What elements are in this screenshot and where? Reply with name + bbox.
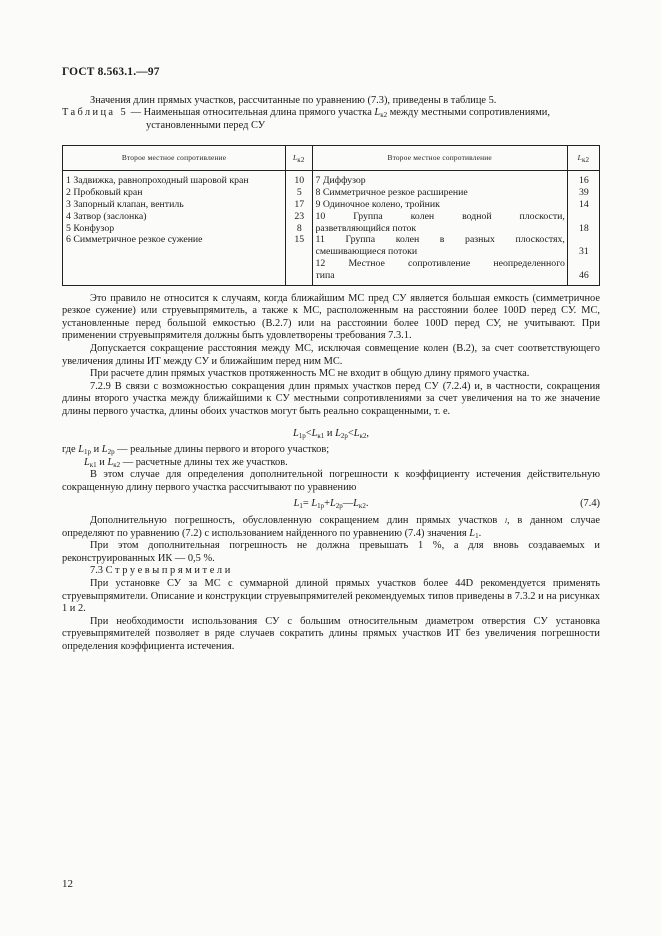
document-page [62, 66, 600, 654]
document-header: ГОСТ 8.563.1.—97 [62, 66, 160, 78]
col-header-lk2-left: $L_{к2}$ [286, 146, 312, 171]
table-row-name: 9 Одиночное колено, тройник [315, 198, 440, 210]
definition-line: где $L_{1р}$ и $L_{2р}$ — реальные длины первого и второго участков; [62, 444, 330, 457]
paragraph: Дополнительную погрешность, обусловленную сокращением длин прямых участков l, в данном случае определяют по уравнению (7.2) с использованием найденного по уравнению (7.4) значения $L_1$. [62, 515, 600, 540]
table-row-name: 8 Симметричное резкое расширение [315, 187, 468, 199]
table-row-name: 10 Группа колен водной плоскости, [315, 210, 565, 222]
col-header-lk2-right: $L_{к2}$ [567, 146, 599, 171]
paragraph: В этом случае для определения дополнительной погрешности к коэффициенту истечения действительную сокращенную длину первого участка рассчитывают по уравнению [62, 469, 600, 493]
table-row-value: 18 [579, 222, 589, 234]
paragraph: При этом дополнительная погрешность не должна превышать 1 %, а для вновь создаваемых и реконструированных ИК — 0,5 %. [62, 540, 600, 564]
right-values-cell [567, 171, 599, 285]
table-caption-text: — Наименьшая относительная длина прямого участка $L_{к2}$ между местными сопротивлениями, [130, 107, 550, 120]
formula-7-4 [62, 498, 600, 511]
table-row-name: 12 Местное сопротивление неопределенного [315, 257, 565, 269]
table-row-value: 14 [579, 198, 589, 210]
paragraph: При расчете длин прямых участков протяженность МС не входит в общую длину прямого участка. [90, 368, 530, 380]
table-row-value: 15 [294, 234, 305, 246]
table-row-value: 16 [579, 175, 589, 187]
table-row-name-cont: разветвляющийся поток [315, 222, 417, 234]
right-names-cell [312, 171, 567, 285]
table-row-value: 46 [579, 269, 589, 281]
table-row-name: 3 Запорный клапан, вентиль [66, 198, 184, 210]
formula-inequality: $L_{1р}<L_{к1}$ и $L_{2р}<L_{к2}$, [292, 428, 370, 441]
table-row-name: 5 Конфузор [66, 222, 115, 234]
page-number: 12 [62, 878, 73, 890]
left-names-cell [63, 171, 286, 285]
col-header-resistance-left: Второе местное сопротивление [63, 146, 286, 171]
definition-line: $L_{к1}$ и $L_{к2}$ — расчетные длины тех же участков. [84, 456, 288, 469]
table-caption-label: Таблица 5 [62, 107, 129, 119]
table-row-value: 8 [296, 222, 302, 234]
table-caption [62, 107, 600, 120]
left-values-cell [286, 171, 312, 285]
table-row-name: 2 Пробковый кран [66, 187, 143, 199]
paragraph: При необходимости использования СУ с большим относительным диаметром отверстия СУ установка струевыпрямителей позволяет в ряде случаев сократить длины прямых участков ИТ без увеличения погрешности определения коэффициента истечения. [62, 615, 600, 652]
paragraph-7-2-9: 7.2.9 В связи с возможностью сокращения длин прямых участков перед СУ (7.2.4) и, в частности, сокращения длины второго участка между ближайшими к СУ местными сопротивлениями за счет увеличения на то же значение длины первого участка, длины обоих участков могут быть реально сокращенными, т. е. [62, 380, 600, 417]
section-title: Струевыпрямители [105, 565, 233, 577]
formula-definitions [62, 444, 600, 469]
table-row-name: 4 Затвор (заслонка) [66, 210, 147, 222]
table-row-name: 7 Диффузор [315, 175, 366, 187]
table-row-value: 31 [579, 246, 589, 258]
table-5 [62, 145, 600, 285]
paragraph: Это правило не относится к случаям, когда ближайшим МС пред СУ является большая емкость (симметричное резкое сужение) или струевыпрямитель, а также к МС, расположенным на расстоянии более 100D перед СУ. МС, установленные перед большой емкостью (В.2.7) или на расстоянии более 100D перед СУ, не учитывают. При применении струевыпрямителя должны быть удовлетворены требования 7.3.1. [62, 292, 600, 342]
table-row-name-cont: типа [315, 269, 335, 281]
table-caption-line2: установленными перед СУ [146, 119, 266, 131]
paragraph: При установке СУ за МС с суммарной длиной прямых участков более 44D рекомендуется применять струевыпрямители. Описание и конструкции струевыпрямителей рекомендуемых типов приведены в 7.3.2 и на рисунках 1 и 2. [62, 578, 600, 615]
formula-number: (7.4) [580, 498, 600, 510]
section-heading-7-3 [62, 565, 600, 578]
table-row-name-cont: смешивающиеся потоки [315, 246, 418, 258]
table-row-name: 11 Группа колен в разных плоскостях, [315, 234, 565, 246]
paragraph: Допускается сокращение расстояния между МС, исключая совмещение колен (В.2), за счет соответствующего увеличения длины ИТ между СУ и ближайшим перед ним МС. [62, 342, 600, 367]
table-row-value: 39 [579, 187, 589, 199]
table-row-value: 10 [294, 175, 305, 187]
intro-paragraph: Значения длин прямых участков, рассчитанные по уравнению (7.3), приведены в таблице 5. [90, 94, 497, 106]
col-header-resistance-right: Второе местное сопротивление [312, 146, 567, 171]
section-number: 7.3 [90, 565, 103, 577]
formula-7-4-body: $L_1=$ $L_{1р}+L_{2р}—L_{к2}$. [293, 498, 369, 511]
table-row-name: 1 Задвижка, равнопроходный шаровой кран [66, 175, 249, 187]
table-row-name: 6 Симметричное резкое сужение [66, 234, 203, 246]
table-row-value: 5 [296, 187, 302, 199]
table-row-value: 23 [294, 210, 305, 222]
table-row-value: 17 [294, 198, 305, 210]
